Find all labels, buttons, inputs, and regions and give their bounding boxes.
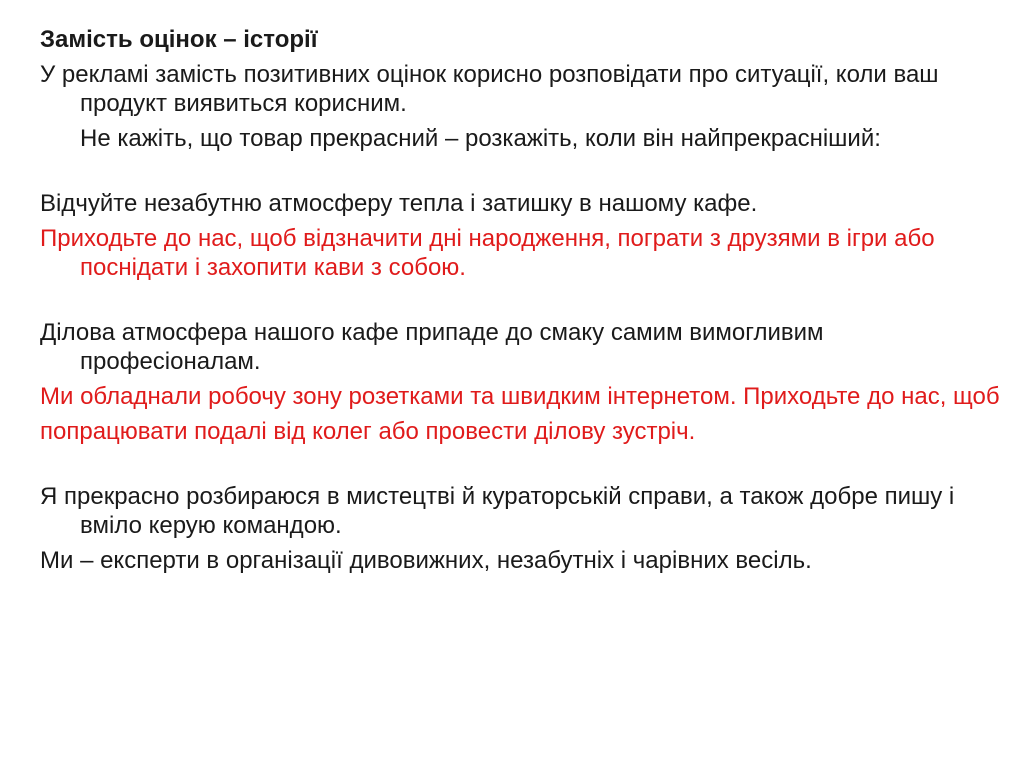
spacer xyxy=(40,288,1000,318)
intro-paragraph: У рекламі замість позитивних оцінок корисно розповідати про ситуації, коли ваш продукт виявиться корисним. xyxy=(40,61,939,117)
spacer xyxy=(40,452,1000,482)
example1-plain: Відчуйте незабутню атмосферу тепла і затишку в нашому кафе. xyxy=(40,190,758,217)
slide-heading: Замість оцінок – історії xyxy=(40,26,318,53)
example3-line1: Я прекрасно розбираюся в мистецтві й кураторській справи, а також добре пишу і вміло керую командою. xyxy=(40,483,955,539)
example2-story-part1: Ми обладнали робочу зону розетками та швидким інтернетом. Приходьте до нас, щоб xyxy=(40,383,1000,410)
example2-plain: Ділова атмосфера нашого кафе припаде до смаку самим вимогливим професіоналам. xyxy=(40,319,824,375)
slide-content xyxy=(40,24,1000,581)
example1-story: Приходьте до нас, щоб відзначити дні народження, пограти з друзями в ігри або поснідати і захопити кави з собою. xyxy=(40,225,935,281)
example2-story-part2: попрацювати подалі від колег або провести ділову зустріч. xyxy=(40,418,696,445)
example3-line2: Ми – експерти в організації дивовижних, незабутніх і чарівних весіль. xyxy=(40,547,812,574)
spacer xyxy=(40,159,1000,189)
intro-instruction: Не кажіть, що товар прекрасний – розкажіть, коли він найпрекрасніший: xyxy=(80,125,881,152)
